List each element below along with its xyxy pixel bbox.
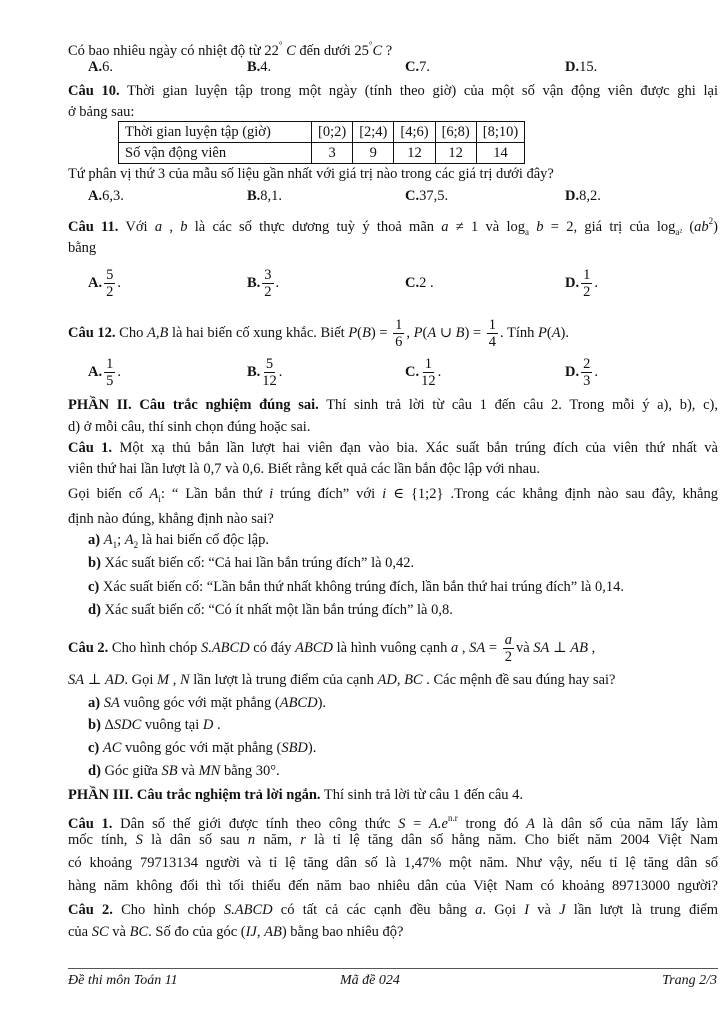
text-line [68,852,718,874]
text-segment: Tứ phân vị thứ 3 của mẫu số liệu gần nhất với giá trị nào trong các giá trị dưới đây? [68,166,554,182]
text-segment: Xác suất biến cố: “Cả hai lần bắn trúng đích” là 0,42. [100,555,415,571]
bold-text: Câu 12. [68,324,116,341]
fraction [104,267,115,300]
fraction-denominator: 2 [264,283,272,300]
fraction-numerator: 5 [265,355,274,372]
answer-value: 7. [419,59,430,75]
footer-exam-code: Mã đề 024 [340,973,400,988]
fraction-denominator: 12 [421,372,436,389]
math-text: r [300,832,306,848]
answer-label: B. [247,275,261,291]
answer-option [247,352,282,392]
fraction-denominator: 2 [583,283,591,300]
text-line [68,807,718,832]
math-text: A [427,324,437,341]
text-segment: ⊥ [549,639,571,656]
text-segment: ). [307,740,317,756]
fraction [262,356,277,389]
answer-value: . [278,364,283,380]
fraction [421,356,436,389]
table-cell: 12 [435,143,476,164]
answer-value: 6. [102,59,113,75]
bold-text: b) [88,555,101,571]
answer-value: . [437,364,442,380]
answer-label: C. [405,188,420,204]
math-text: SC [91,924,109,940]
table-cell: 3 [312,143,353,164]
answer-value: . [117,275,121,291]
math-text: C [282,43,296,59]
text-segment: và [515,639,534,656]
fraction-denominator: 2 [106,283,114,300]
math-text: A [149,486,159,502]
bold-text: Câu 10. [68,83,120,99]
fraction-numerator: 1 [395,317,403,333]
text-line [68,317,718,350]
text-segment: 2 [133,540,139,550]
math-text: P [348,324,358,341]
math-text: B [362,324,371,341]
text-segment: ( [682,219,695,235]
text-segment: , [406,324,414,341]
text-segment: có khoảng 79713134 người và tỉ lệ tăng dân số là 1,47% một năm. Như vậy, nếu tỉ lệ tăng dân số [68,855,718,871]
table-cell: [8;10) [476,122,524,143]
table-row [119,143,525,164]
text-segment: = 2, giá trị của log [543,219,676,235]
text-segment: Thí sinh trả lời từ câu 1 đến câu 2. Trong mỗi ý a), b), c), [318,397,718,413]
text-segment: lần lượt là trung điểm [565,902,718,918]
footer-divider [68,968,718,969]
table-cell: [6;8) [435,122,476,143]
text-line [68,829,718,851]
math-text: I [524,902,530,918]
text-segment: Dân số thế giới được tính theo công thức [112,816,399,832]
answer-value: 15. [579,59,598,75]
text-segment: , [458,639,470,656]
text-segment: . Số đo của góc ( [148,924,246,940]
text-line [68,394,718,416]
bold-text: b) [88,717,101,733]
fraction-numerator: 3 [264,266,272,283]
text-segment: viên thứ hai lần lượt là 0,7 và 0,6. Biết rằng kết quả các lần bắn độc lập với nhau. [68,461,540,477]
text-segment: là hình vuông cạnh [333,639,452,656]
math-text: i [382,486,387,502]
fraction [393,317,404,350]
math-text: SDC [113,717,142,733]
answer-value: 2 . [419,275,434,291]
text-segment: . Các mệnh đề sau đúng hay sai? [422,672,616,688]
text-segment: ) = [370,324,392,341]
bold-text: Câu 1. [68,816,113,832]
math-text: AB [264,924,282,940]
fraction-denominator: 5 [106,372,114,389]
text-segment: 25 [354,43,369,59]
fraction-numerator: a [504,632,512,648]
answer-label: D. [565,275,580,291]
table-cell: 12 [394,143,435,164]
text-segment: . [213,717,221,733]
text-line [68,34,718,59]
fraction [581,267,592,300]
text-segment: là tỉ lệ tăng dân số hằng năm. Cho biết năm 2004 Việt Nam [305,832,719,848]
math-text: C [372,43,383,59]
math-text: AB [570,639,588,656]
text-segment: ( [422,324,428,341]
text-segment: năm, [255,832,301,848]
table-cell: 14 [476,143,524,164]
math-text: IJ [245,924,257,940]
answer-value: 4. [260,59,272,75]
answer-value: . [275,275,280,291]
text-segment: d) ở mỗi câu, thí sinh chọn đúng hoặc sai. [68,419,311,435]
answer-value: 8,1. [260,188,283,204]
fraction-denominator: 4 [488,334,496,350]
answer-label: A. [88,59,103,75]
math-text: M [156,672,170,688]
text-line [68,163,718,185]
text-segment: ? [382,43,393,59]
text-segment: là hai biến cố độc lập. [138,532,269,548]
text-segment: có tất cả các cạnh đều bằng [272,902,476,918]
math-text: A.e [429,816,448,832]
text-segment: ∈ {1;2} .Trong các khẳng định nào sau đây, khẳng [386,486,718,502]
answer-option [88,263,121,303]
text-segment: ° [278,40,283,50]
math-text: A [551,324,561,341]
text-line [88,576,718,598]
text-segment: Góc giữa [100,763,162,779]
text-line [68,483,718,505]
math-text: n [247,832,256,848]
text-segment: . Gọi [124,672,157,688]
text-segment: ≠ 1 và log [448,219,525,235]
fraction-denominator: 6 [395,334,403,350]
text-line [68,80,718,102]
fraction-numerator: 1 [488,317,496,333]
text-line [68,632,718,665]
answer-option [247,263,279,303]
answer-label: A. [88,364,103,380]
text-line [68,416,718,438]
text-segment: ( [546,324,552,341]
answer-label: A. [88,188,103,204]
answer-label: D. [565,188,580,204]
math-text: BC [404,672,423,688]
text-segment: ∪ [436,324,456,341]
math-text: P [413,324,423,341]
bold-text: d) [88,602,101,618]
text-segment: a [525,227,529,237]
text-line [68,669,718,691]
math-text: a [475,902,483,918]
fraction-numerator: 1 [583,266,591,283]
text-segment: đến dưới [295,43,355,59]
fraction-numerator: 5 [106,266,114,283]
text-segment: Cho [115,324,147,341]
text-line [88,692,718,714]
text-segment: , [587,639,596,656]
text-segment: ⊥ [84,672,105,688]
table-cell: Thời gian luyện tập (giờ) [119,122,312,143]
text-segment: và [108,924,130,940]
text-segment: trong đó [457,816,527,832]
text-line [68,899,718,921]
text-segment: . Tính [499,324,538,341]
text-segment: vuông góc với mặt phẳng ( [121,740,282,756]
text-segment: : “ Lần bắn thứ [160,486,270,502]
math-text: S [398,816,406,832]
fraction-numerator: 1 [106,355,114,372]
answer-option [405,352,441,392]
text-segment: là hai biến cố xung khắc. Biết [168,324,349,341]
answer-option [405,263,434,303]
text-segment: , [256,924,265,940]
data-table [118,121,525,164]
text-segment: Cho hình chóp [112,902,224,918]
math-text: AD [105,672,125,688]
bold-text: PHẦN III. Câu trắc nghiệm trả lời ngắn. [68,787,321,803]
text-segment: i [158,494,161,504]
math-text: B [455,324,465,341]
answer-label: D. [565,59,580,75]
fraction [262,267,273,300]
text-segment: ) bằng bao nhiêu độ? [281,924,404,940]
answer-value: . [117,364,121,380]
text-segment: Δ [100,717,114,733]
table-cell: 9 [353,143,394,164]
math-text: b [180,219,188,235]
math-text: SA [469,639,486,656]
math-text: a [451,639,459,656]
text-segment: n.r [447,813,458,823]
text-segment: 2 [708,216,714,226]
text-line [68,210,719,237]
answer-value: 6,3. [102,188,124,204]
text-segment: của [68,924,92,940]
text-segment: ( [357,324,363,341]
answer-label: B. [247,188,261,204]
table-cell: [0;2) [312,122,353,143]
text-segment: vuông góc với mặt phẳng ( [119,695,280,711]
text-line [88,714,718,736]
math-text: P [537,324,547,341]
text-segment: ). [560,324,570,341]
math-text: BC [129,924,149,940]
text-line [88,529,718,551]
fraction-denominator: 3 [583,372,591,389]
text-segment: ) [713,219,719,235]
text-segment: Với [118,219,155,235]
answer-value: 8,2. [579,188,601,204]
math-text: N [179,672,190,688]
text-segment: Xác suất biến cố: “Có ít nhất một lần bắn trúng đích” là 0,8. [100,602,453,618]
text-segment: = [485,639,501,656]
answer-label: B. [247,364,261,380]
bold-text: Câu 1. [68,440,113,456]
text-segment: là dân số sau [142,832,248,848]
text-segment: trúng đích” với [273,486,383,502]
math-text: b [529,219,544,235]
text-segment: 22 [264,43,279,59]
math-text: SA [103,695,120,711]
fraction [487,317,498,350]
fraction-numerator: 2 [583,355,591,372]
text-segment: bằng [68,240,97,256]
text-segment: là các số thực dương tuỳ ý thoả mãn [187,219,442,235]
text-line [68,101,718,123]
text-segment: Xác suất biến cố: “Lần bắn thứ nhất không trúng đích, lần bắn thứ hai trúng đích” là 0,14. [99,579,624,595]
fraction [581,356,592,389]
bold-text: PHẦN II. Câu trắc nghiệm đúng sai. [68,397,319,413]
text-segment: là dân số của năm lấy làm [534,816,718,832]
math-text: S.ABCD [200,639,250,656]
text-segment: , [162,219,181,235]
table-row [119,122,525,143]
answer-value: 37,5. [419,188,449,204]
math-text: a [154,219,163,235]
math-text: ABCD [295,639,334,656]
text-segment: = [405,816,430,832]
math-text: SA [68,672,85,688]
math-text: A [124,532,134,548]
bold-text: c) [88,740,100,756]
answer-label: C. [405,275,420,291]
fraction [104,356,115,389]
text-segment: mốc tính, [68,832,136,848]
text-segment: vuông tại [141,717,203,733]
answer-option [565,352,598,392]
math-text: A,B [146,324,169,341]
fraction-denominator: 2 [504,649,512,665]
text-segment: hàng năm không đổi thì tối thiểu đến năm bao nhiêu dân của Việt Nam có khoảng 89713000 người? [68,878,718,894]
text-line [88,552,718,574]
bold-text: a) [88,695,101,711]
text-line [68,875,718,897]
math-text: ab [694,219,709,235]
math-text: SB [161,763,178,779]
text-line [88,737,718,759]
text-line [88,599,718,621]
text-segment: và [529,902,560,918]
math-text: AC [102,740,122,756]
text-segment: Gọi biến cố [68,486,150,502]
text-segment: và [177,763,199,779]
bold-text: Câu 2. [68,639,109,656]
text-segment: định nào đúng, khẳng định nào sai? [68,511,274,527]
text-segment: ở bảng sau: [68,104,135,120]
answer-value: . [594,364,598,380]
text-segment: . Gọi [482,902,525,918]
footer-page-number: Trang 2/3 [662,973,717,988]
text-line [68,458,718,480]
text-segment: có đáy [249,639,296,656]
bold-text: a) [88,532,101,548]
math-text: J [559,902,566,918]
table-cell: Số vận động viên [119,143,312,164]
bold-text: c) [88,579,100,595]
math-text: i [269,486,274,502]
math-text: SA [533,639,550,656]
answer-label: A. [88,275,103,291]
math-text: D [202,717,214,733]
bold-text: Câu 2. [68,902,113,918]
text-segment: bằng 30°. [220,763,280,779]
bold-text: d) [88,763,101,779]
math-text: AD [377,672,397,688]
fraction [503,632,514,665]
text-segment: lần lượt là trung điểm của cạnh [189,672,378,688]
table-cell: [2;4) [353,122,394,143]
math-text: MN [198,763,221,779]
math-text: ABCD [279,695,318,711]
answer-label: C. [405,59,420,75]
text-segment: Cho hình chóp [108,639,201,656]
text-segment: Một xạ thủ bắn lần lượt hai viên đạn vào bia. Xác suất bắn trúng đích của viên thứ nhất và [112,440,718,456]
text-line [68,508,718,530]
text-segment: ° [368,40,373,50]
answer-option [88,352,121,392]
math-text: SBD [281,740,308,756]
text-segment: , [396,672,405,688]
text-segment: ). [317,695,327,711]
answer-label: C. [405,364,420,380]
answer-label: B. [247,59,261,75]
text-segment: , [169,672,180,688]
text-segment: ) = [464,324,485,341]
fraction-denominator: 12 [262,372,277,389]
text-segment: Có bao nhiêu ngày có nhiệt độ từ [68,43,265,59]
text-line [88,760,718,782]
text-line [68,437,718,459]
text-segment: 1 [112,540,118,550]
math-text: S.ABCD [223,902,273,918]
text-segment: Thí sinh trả lời từ câu 1 đến câu 4. [320,787,524,803]
math-text: S [135,832,143,848]
bold-text: Câu 11. [68,219,119,235]
answer-option [565,263,598,303]
text-line [68,921,718,943]
math-text: A [103,532,113,548]
math-text: a [441,219,449,235]
math-text: A [526,816,535,832]
text-segment: ; [117,532,125,548]
text-line [68,784,718,806]
table-cell: [4;6) [394,122,435,143]
text-segment: Thời gian luyện tập trong một ngày (tính theo giờ) của một số vận động viên được ghi lại [119,83,718,99]
answer-value: . [594,275,598,291]
text-line [68,237,718,259]
footer-subject: Đề thi môn Toán 11 [68,973,178,988]
answer-label: D. [565,364,580,380]
fraction-numerator: 1 [424,355,432,372]
text-segment: a² [675,227,683,237]
